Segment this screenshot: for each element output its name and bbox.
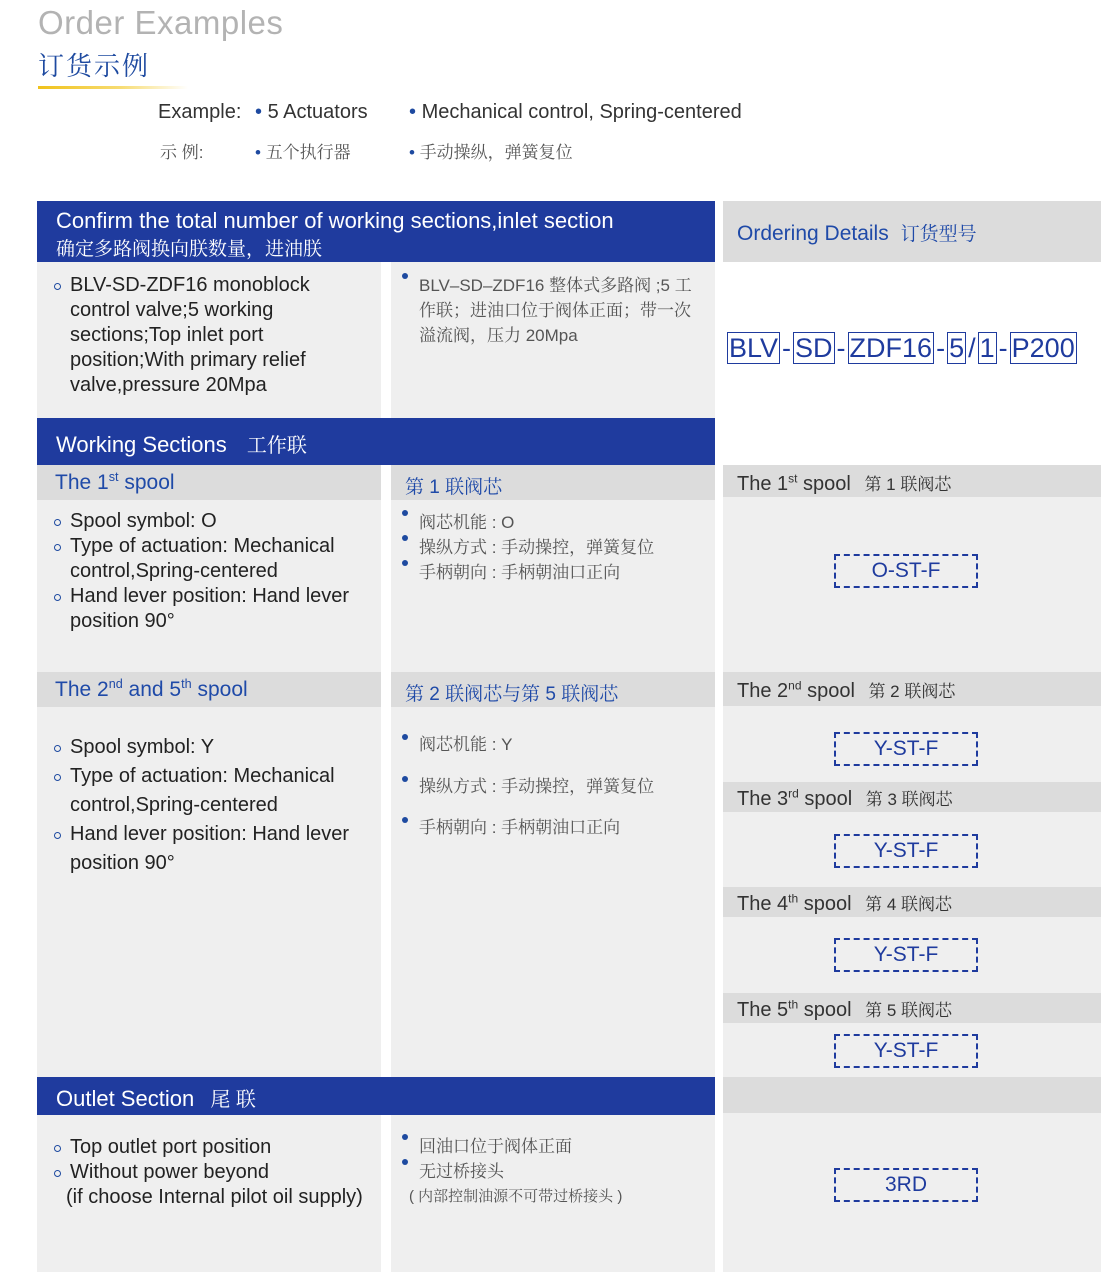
spool25-header-cn: 第 2 联阀芯与第 5 联阀芯 xyxy=(391,672,715,707)
model-code xyxy=(727,332,1077,364)
bullet-icon: • xyxy=(255,101,263,123)
right-outlet-header xyxy=(723,1077,1101,1113)
outlet-cn-list xyxy=(401,1134,711,1209)
list-item: Hand lever position: Hand lever position 90° xyxy=(52,820,372,878)
list-item: Top outlet port position xyxy=(52,1135,377,1160)
code-segment: P200 xyxy=(1011,333,1075,363)
spool25-cn-list xyxy=(401,734,706,839)
right-spool3-header xyxy=(723,782,1101,812)
right-spool5-header xyxy=(723,993,1101,1023)
page-title: Order Examples xyxy=(38,4,284,41)
outlet-title: Outlet Section 尾 联 xyxy=(56,1086,256,1111)
list-item: Type of actuation: Mechanical control,Spring-centered xyxy=(52,762,372,820)
example-item-2-cn: • 手动操纵，弹簧复位 xyxy=(409,143,573,162)
inlet-desc-en xyxy=(52,273,372,398)
list-item: 阀芯机能 : Y xyxy=(401,734,706,756)
spool25-title: The 2nd and 5th spool xyxy=(55,677,248,701)
code-segment: 1 xyxy=(979,333,995,363)
code-segment: BLV xyxy=(729,333,779,363)
spool1-title: The 1st spool xyxy=(55,470,175,494)
list-item: Without power beyond xyxy=(52,1160,377,1185)
title-underline xyxy=(38,86,188,89)
list-item: Type of actuation: Mechanical control,Spring-centered xyxy=(52,534,372,584)
list-item: Spool symbol: Y xyxy=(52,733,372,762)
example-item-1: • 5 Actuators xyxy=(255,101,368,123)
spool1-header xyxy=(37,465,381,500)
right-spool4-title: The 4th spool 第 4 联阀芯 xyxy=(737,891,953,915)
page-title-cn: 订货示例 xyxy=(38,51,151,81)
inlet-title-cn: 确定多路阀换向朕数量，进油朕 xyxy=(56,239,323,260)
code-separator: - xyxy=(998,332,1008,363)
right-spool3-title: The 3rd spool 第 3 联阀芯 xyxy=(737,786,953,810)
spool1-cn-list xyxy=(401,510,706,585)
list-item: BLV–SD–ZDF16 整体式多路阀 ;5 工作联；进油口位于阀体正面；带一次溢流阀，压力 20Mpa xyxy=(401,273,706,348)
list-item: Spool symbol: O xyxy=(52,509,372,534)
ordering-header xyxy=(723,201,1101,262)
code-segment: ZDF16 xyxy=(849,333,933,363)
right-spool2-header xyxy=(723,672,1101,706)
example-label: Example: xyxy=(158,101,242,123)
code-segment: SD xyxy=(795,333,833,363)
right-spool1-header xyxy=(723,465,1101,497)
spool25-en-list xyxy=(52,733,372,878)
working-sections-header xyxy=(37,418,715,465)
inlet-title: Confirm the total number of working sections,inlet section xyxy=(56,208,614,233)
inlet-header xyxy=(37,201,715,262)
list-item: 阀芯机能 : O xyxy=(401,510,706,535)
list-item: 手柄朝向 : 手柄朝油口正向 xyxy=(401,817,706,839)
list-item: 操纵方式 : 手动操控，弹簧复位 xyxy=(401,776,706,798)
right-spool4-header xyxy=(723,887,1101,917)
example-label-cn: 示 例: xyxy=(160,143,204,162)
list-item: 无过桥接头 xyxy=(401,1159,711,1184)
example-item-1-cn: • 五个执行器 xyxy=(255,143,351,162)
code-segment: 5 xyxy=(949,333,965,363)
code-separator: / xyxy=(968,332,976,363)
list-item: Hand lever position: Hand lever position 90° xyxy=(52,584,372,634)
outlet-header xyxy=(37,1077,715,1115)
example-item-2: • Mechanical control, Spring-centered xyxy=(409,101,742,123)
spool2-code: Y-ST-F xyxy=(834,732,978,766)
list-item: 操纵方式 : 手动操控，弹簧复位 xyxy=(401,535,706,560)
spool25-header xyxy=(37,672,381,707)
outlet-code: 3RD xyxy=(834,1168,978,1202)
spool4-code: Y-ST-F xyxy=(834,938,978,972)
list-item: 回油口位于阀体正面 xyxy=(401,1134,711,1159)
right-spool2-title: The 2nd spool 第 2 联阀芯 xyxy=(737,678,956,702)
inlet-desc-cn xyxy=(401,273,706,348)
spool1-en-list xyxy=(52,509,372,634)
code-separator: - xyxy=(836,332,846,363)
ordering-title: Ordering Details 订货型号 xyxy=(737,222,977,245)
bullet-icon: • xyxy=(255,143,261,162)
outlet-note-cn: ( 内部控制油源不可带过桥接头 ) xyxy=(409,1188,623,1205)
outlet-en-list xyxy=(52,1135,377,1210)
bullet-icon: • xyxy=(409,101,417,123)
list-item: 手柄朝向 : 手柄朝油口正向 xyxy=(401,560,706,585)
spool5-code: Y-ST-F xyxy=(834,1034,978,1068)
code-separator: - xyxy=(936,332,946,363)
spool1-code: O-ST-F xyxy=(834,554,978,588)
code-separator: - xyxy=(782,332,792,363)
bullet-icon: • xyxy=(409,143,415,162)
right-spool1-title: The 1st spool 第 1 联阀芯 xyxy=(737,471,952,495)
spool1-header-cn: 第 1 联阀芯 xyxy=(391,465,715,500)
right-spool5-title: The 5th spool 第 5 联阀芯 xyxy=(737,997,953,1021)
list-item: BLV-SD-ZDF16 monoblock control valve;5 working sections;Top inlet port position;With primary relief valve,pressure 20Mpa xyxy=(52,273,372,398)
working-sections-title: Working Sections 工作联 xyxy=(56,432,307,457)
spool3-code: Y-ST-F xyxy=(834,834,978,868)
outlet-note: (if choose Internal pilot oil supply) xyxy=(66,1186,363,1208)
